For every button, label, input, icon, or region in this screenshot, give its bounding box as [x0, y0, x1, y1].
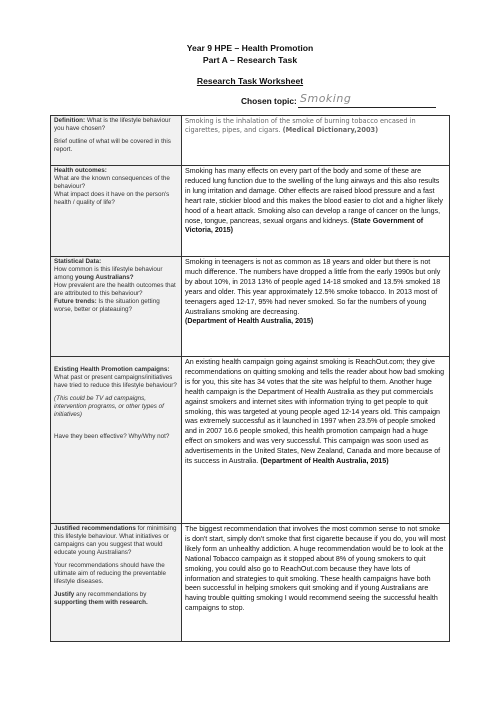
existing-campaigns-heading: Existing Health Promotion campaigns: — [54, 366, 170, 373]
topic-label: Chosen topic: — [241, 96, 297, 106]
existing-campaigns-note: (This could be TV ad campaigns, intervention programs, or other types of initiatives) — [54, 395, 164, 418]
row-statistical-data — [51, 257, 450, 357]
prompt-health-outcomes — [51, 166, 182, 257]
answer-health-outcomes[interactable] — [182, 166, 450, 257]
answer-text: An existing health campaign going against smoking is ReachOut.com; they give recommendations on quitting smoking and tells the reader about how bad smoking is for you, this site has 34 votes that the site was helpful to them. Another huge health campaign is the Department of Health Australia as they put commercials against smokers and internet sites with information trying to get people to quit smoking, this was targeted at young people aged 12-14 years old. This campaign was extremely successful as it launched in 1997 when 23.5% of people smoked and in 2007 16.6 people smoked, this health promotion campaign had a huge effect on smokers and was very successful. This campaign was soon used as advertisements in the United States, New Zealand, Canada and more because of its success in Australia. — [185, 358, 445, 466]
header-subtitle: Part A – Research Task — [202, 55, 298, 65]
topic-value[interactable]: Smoking — [300, 92, 352, 105]
justify-heading: Justify — [54, 591, 75, 598]
answer-existing-campaigns[interactable] — [182, 357, 450, 524]
citation: (State Government of Victoria, 2015) — [185, 216, 424, 235]
answer-text: Smoking has many effects on every part of the body and some of these are reduced lung function due to the swelling of the lung airways and this also results in lung irritation and damage. Other effects are raised blood pressure and a fast heart rate, stickier blood and this makes the blood easier to clot and a higher likely hood of a heart attack. Smoking also can develop a range of cancer on the lungs, nose, tongue, pancreas, sexual organs and kidneys. — [185, 167, 443, 225]
statistical-question-1-emphasis: young Australians? — [75, 274, 134, 281]
statistical-data-heading: Statistical Data: — [54, 258, 102, 265]
definition-question: What is the lifestyle behaviour you have chosen? — [54, 117, 171, 132]
answer-recommendations[interactable] — [182, 524, 450, 642]
health-outcomes-question-1: What are the known consequences of the behaviour? — [54, 175, 170, 190]
worksheet-title: Research Task Worksheet — [196, 76, 304, 86]
answer-statistical-data[interactable] — [182, 257, 450, 357]
row-health-outcomes — [51, 166, 450, 257]
future-trends-heading: Future trends: — [54, 298, 97, 305]
prompt-statistical-data — [51, 257, 182, 357]
citation: (Department of Health Australia, 2015) — [185, 317, 314, 326]
justify-text: any recommendations by — [74, 591, 147, 598]
health-outcomes-question-2: What impact does it have on the person's health / quality of life? — [54, 191, 170, 206]
prompt-existing-campaigns — [51, 357, 182, 524]
future-trends-question: Is the situation getting worse, better or plateauing? — [54, 298, 160, 313]
recommendations-heading: Justified recommendations — [54, 525, 136, 532]
row-existing-campaigns — [51, 357, 450, 524]
citation: (Medical Dictionary,2003) — [282, 125, 379, 134]
header-title: Year 9 HPE – Health Promotion — [186, 43, 314, 53]
answer-text: The biggest recommendation that involves the most common sense to not smoke is don't start, simply don't smoke that first cigarette because if you do, you will most likely form an unhealthy addiction. A huge recommendation would be to look at the National Tobacco campaign as it stopped about 8% of young smokers to quit smoking, you could also go to ReachOut.com because they have lots of information and strategies to quit smoking. These health campaigns have both been successful in helping smokers quit smoking and if young Australians are having trouble quitting smoking I would recommend seeing the successful health campaigns to stop. — [185, 525, 446, 613]
worksheet-table — [50, 115, 450, 642]
statistical-question-2: How prevalent are the health outcomes that are attributed to this behaviour? — [54, 282, 176, 297]
answer-text: Smoking in teenagers is not as common as 18 years and older but there is not much difference. The numbers have dropped a little from the early 1990s but only by about 10%, in 2013 13% of people aged 14-18 smoked and 13.5% smoked 18 years and older. This year approximately 12.5% smoke tobacco. In 2013 most of teenagers aged 12-17, 95% had never smoked. So far the numbers of young Australians smoking are decreasing. — [185, 258, 441, 316]
row-recommendations — [51, 524, 450, 642]
statistical-question-1: How common is this lifestyle behaviour among — [54, 266, 163, 281]
citation: (Department of Health Australia, 2015) — [260, 457, 389, 466]
brief-outline-prompt: Brief outline of what will be covered in this report. — [54, 138, 171, 153]
row-definition — [51, 116, 450, 166]
definition-heading: Definition: — [54, 117, 86, 124]
answer-definition[interactable] — [182, 116, 450, 166]
recommendations-question: for minimising this lifestyle behaviour. What initiatives or campaigns can you suggest that would educate young Australians? — [54, 525, 177, 556]
existing-campaigns-question-2: Have they been effective? Why/Why not? — [54, 433, 170, 440]
prompt-definition — [51, 116, 182, 166]
health-outcomes-heading: Health outcomes: — [54, 167, 107, 174]
recommendations-aim: Your recommendations should have the ultimate aim of reducing the preventable lifestyle diseases. — [54, 562, 167, 585]
justify-emphasis: supporting them with research. — [54, 599, 148, 606]
prompt-recommendations — [51, 524, 182, 642]
topic-underline — [298, 107, 436, 108]
existing-campaigns-question-1: What past or present campaigns/initiatives have tried to reduce this lifestyle behaviour? — [54, 374, 177, 389]
answer-text: Smoking is the inhalation of the smoke of burning tobacco encased in cigarettes, pipes, and cigars. — [185, 117, 416, 134]
